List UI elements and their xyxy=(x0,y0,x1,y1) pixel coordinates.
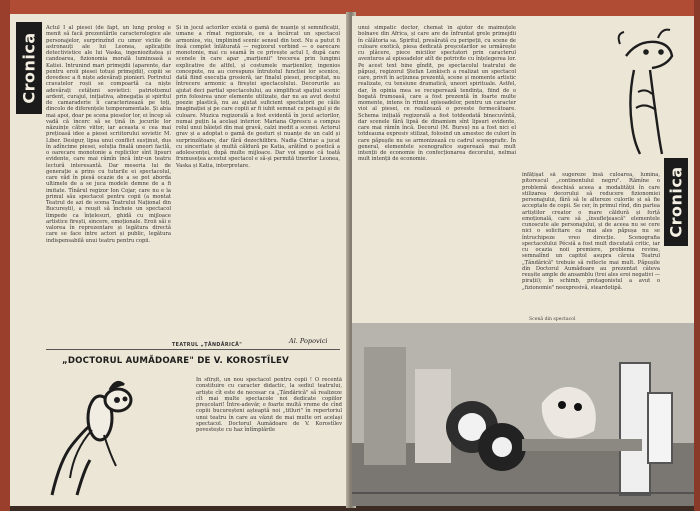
cover-left-edge xyxy=(0,0,10,511)
cover-right-edge xyxy=(694,0,700,511)
review-body: În sfîrșit, un nou spectacol pentru copii ! O recentă constituire cu caracter didactic, la sediul teatrului, artiște cît este de necesar ca „Țăndărică" să realizeze cît mai multe spectacole noi dedicate copiilor preșcolari! Între-adevăr, e foarte multă vreme de cînd copiii bucureșteni așteaptă noi „titluri" în repertoriul unui teatru în care au văzut de mai multe ori același spectacol. Doctorul Aumădoare de V. Korostîlev povestește cu haz întîmplările xyxy=(196,377,342,433)
article-signature: Al. Popovici xyxy=(289,337,328,345)
right-column-2: înfățișat să sugereze însă culoarea, lumina, pitorescul „continentului negru". Rămîne o problemă deschisă aceea a modalității în care stilizarea decorului să reducere fizionomiei personajului, fără să le altereze culorile și să fie acceptate de copii. Se cer, în primul rînd, din partea artiștilor creator o mare căldură și forță emoțională, care să „însufleţească" elementele cunoscute ale personajului, și de aceea nu se cere nici o solicitare ca mai ales păpușa nu se întruchipeze vreo direcție. Scenografia spectacolului Pécsiă a fost mult discutată critic, iar cu ocazia noii premiere, problema revine, semnalînd un capitol asupra căruia Teatrul „Țăndărică" trebuie să reflecte mai mult. Păpușile din Doctorul Aumădoare au prezentat câteva reușite ample de ansamblu (trei ales eroi negativi — pirații); în schimb, protagonistul a avut o „fizionomie" neexpresivă, steardotipă. xyxy=(522,172,660,291)
giraffe-sketch-illustration xyxy=(598,26,686,158)
doctor-doll-illustration xyxy=(32,370,152,500)
puppet-stage-photo xyxy=(352,323,694,506)
review-venue: TEATRUL „ȚĂNDĂRICĂ" xyxy=(172,343,243,348)
separator-rule xyxy=(46,349,340,350)
left-section-label-text: Cronica xyxy=(19,32,39,104)
left-column-2: Și în jocul actorilor există o gamă de nuanțe și semnificații, umane a rîmat regizorale, ce a încărcat un spectacol armonios, viu, implinind scenic sensul din text. Nu a putut fi însă complet înlăturată — regizorul vorbind — o oarecare monotonie, mai cu seamă în ce privește actul I, după care scenele în care apar „marțienii" trecerea prin lungimi explicative de altfel, și costumele marțienilor, ingenios concepute, nu au corespuns întrutotul funcției lor scenice, dată fiind execuția grosieră, iar finalul piesei, precipitat, nu întrecere armonic a fireștei spectacolului. Decorurile au ajutat deci partial spectacolului, au simplificat spațiul scenic prin folosirea unor elemente utilizate, dar nu au avut destul poezie plastică, nu au ajutat suficient spectatorii pe căile imaginației și pe care copiii ar fi iubit semnat cu peisajul și de culoare. Muzica regizorală a fost evidentă în jocul actorilor, numai puțin la același interior. Mariana Oprescu a compus rolul unui băiețel din mai gravă, calzi inedit a scenei. Actorul grav și a adoptat o gamă de gesturi și nuanțe de un cald și surprinzătoare, dar fără dezechilibru. Nadia Chiriac a jucat cu sinceritate și multă căldură pe Katia, arătînd o poetică a adolescenței, după multe mijloace. Dar voi spune că toată frumusețea acestui spectacol e să-și permită tinerilor Leonea, Vaska și Katia, interpretare. xyxy=(176,25,340,169)
puppet-stage-scene xyxy=(352,323,694,506)
right-section-label-text: Cronica xyxy=(666,166,686,238)
left-column-1: Actul I al piesei (de fapt, un lung prolog e menit să facă prezentările caracterologice ale personajelor, surprinzînd cu umor viciile de astronauți ale lui Leonea, aplicațiile detectivistice ale lui Vaska, ingeniozitatea și candoarea, fizionomia morală luminoasă a Katiei. Intrunind mari primejdii (aparente, dar pentru eroii piesei totuși primejdii), copiii se dovedesc a fi niște adevărați pionieri. Portretul cravatelor roșii se compoartă ca niște adevărați cetățeni sovietici: patriotismul ardent, curajul, inițiativa, abnegația și spiritul de camaraderie îi caracterizează pe toți, dincolo de diferențele temperamentale. Și abia mai apoi, doar pe scena pieselor lor, ei încep să vadă că încerc să se țină în jocurile lor năzuințe către viitor, iar aceasta e cea mai prețioasă idee a piesei scriitorului sovietic M. Liber. Desigur, lipsa unui conflict susținut, dus în adîncime piesei, soluția finală uneori facilă, o oarecare monotonie a replicilor sînt lipsuri evidente, care mai rămîn încă într-un teatru lectură interesantă. Dar meseria lui de generație a prins cu tuturile ei spectacolul, care văd în piesă ocazie de a se pot aborda ultimele de a se juca modele demne de a fi imitate. Tînărul regizor Ion Cojar, care nu e la primul său spectacol pentru copii (a montat Teatrul de azi de scena Teatrului Național din București), a reușit să încheie un spectacol limpede ca înțelesuri, ghidă cu mijloace artistice firești, sincere, emoționale. Eroii săi e valorea în reprezentare și legătura directă care se face între actori și public, legătura indispensabilă unui teatru pentru copii. xyxy=(46,25,171,244)
left-section-label xyxy=(16,22,42,114)
review-title: „DOCTORUL AUMĂDOARE" DE V. KOROSTÎLEV xyxy=(62,356,289,366)
right-column-1: unui simpatic doctor, chemat în ajutor de maimuțele bolnave din Africa, și care are de înfruntat grele primejdii în călătoria sa. Spiritul, presărată cu peripeții, cu scene de culoare exotică, piesa dedicată preșcolarilor se urmărește cu plăcere, piece miciilor spectatori prin caracterul aventuros al episoadelor atît de potrivite cu înțelegerea lor. Pe acest text bine gîndit, pe spectacolul teatrului de păpuși, regizorul Ștefan Lenkisch a realizat un spectacol care, privit în acțiunea prezentă, scene și momente artistic realizate, cu tensiune dramatică, uneori spirituale. Astfel, dar, în opinia mea se recuperează tendința, fiind de o bogată frumoasă, care a fost prezentă în foarte multe momente, intens în ritmul episoadelor, pentru un caracter vioi al piesei, ce realizează o poveste fermecătoare. Schema inițială regizorală a fost totdeodată binecuvîntă, dar scenele fără lipsă de dinamism sînt lipsuri evidente, care mai rămîn încă. Decorul (M. Bursu) nu a fost nici el totdeauna expresiv stilizat, folosind un amestec de culori în care păpușile nu se armonizează cu cadrul scenografic. În general, elementele scenografice sugerează mai mult intenții de economie în confecționarea decorului, nelmai mult intenții de economie. xyxy=(358,25,516,163)
right-section-label xyxy=(664,158,688,246)
photo-caption: Scenă din spectacol xyxy=(529,317,576,322)
